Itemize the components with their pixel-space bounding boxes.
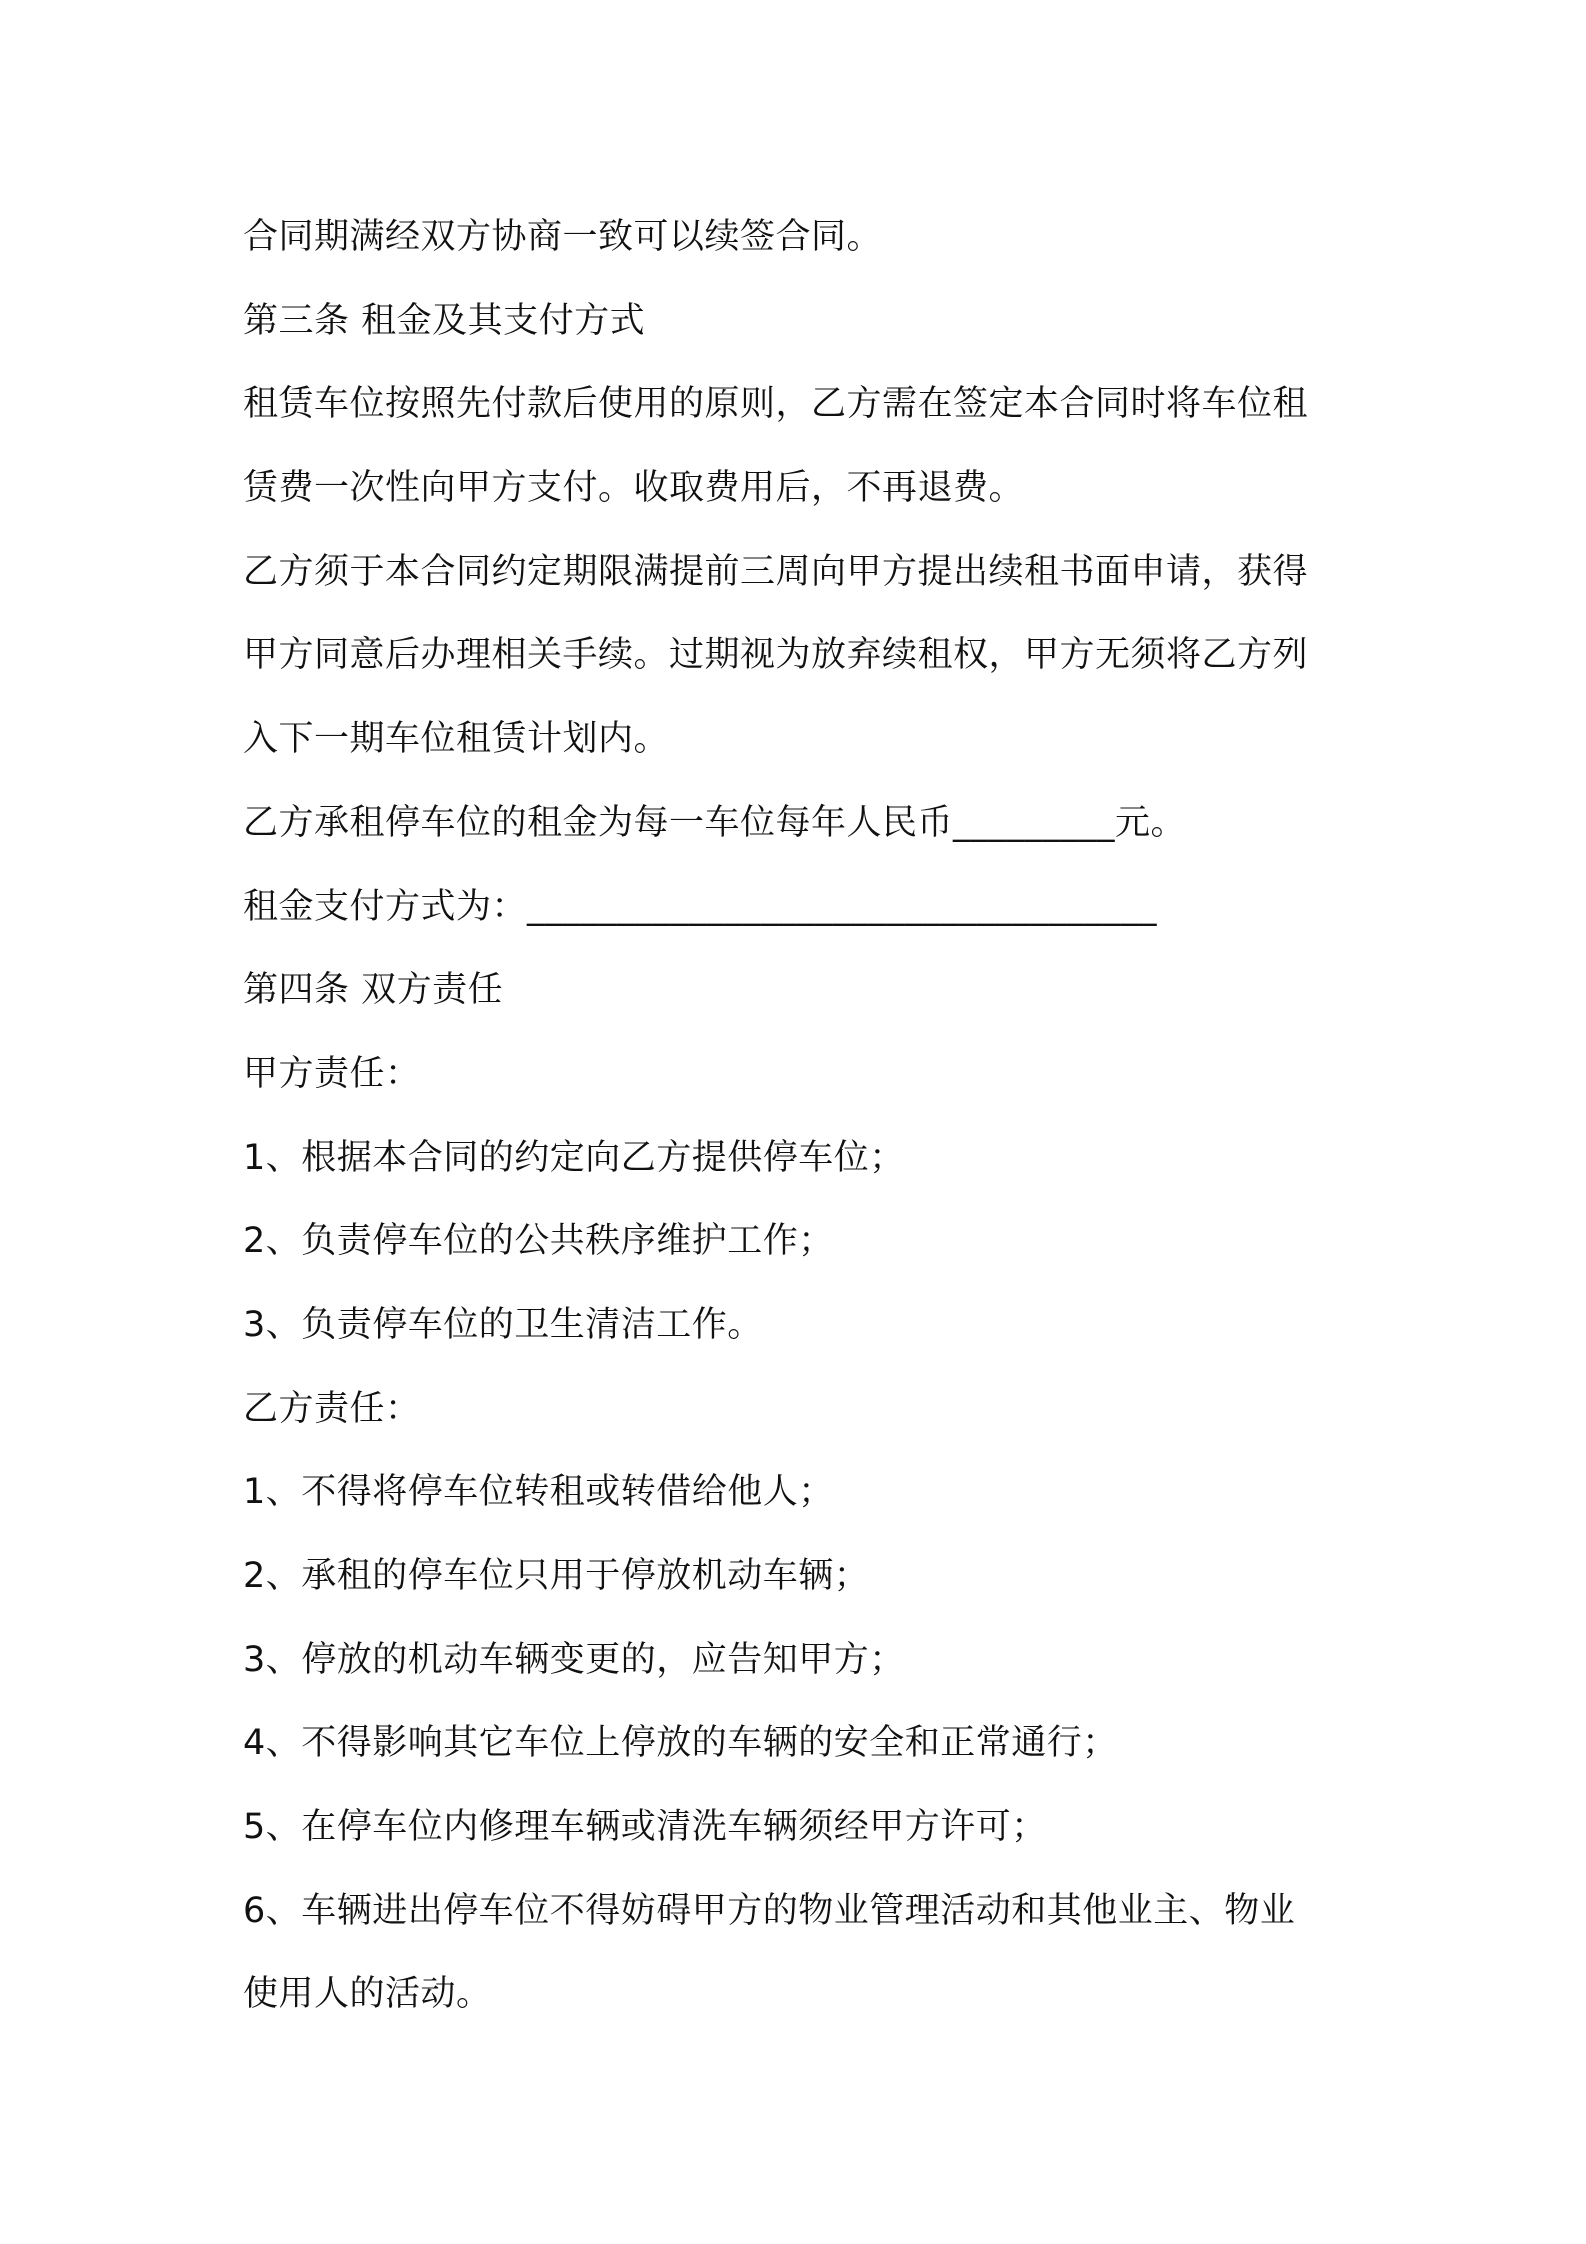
article-heading: 第三条 租金及其支付方式	[243, 300, 646, 341]
document-body	[243, 196, 1353, 2037]
text-line: 使用人的活动。	[243, 1974, 492, 2015]
list-item: 5、在停车位内修理车辆或清洗车辆须经甲方许可；	[243, 1807, 1047, 1848]
list-item: 6、车辆进出停车位不得妨碍甲方的物业管理活动和其他业主、物业	[243, 1890, 1296, 1931]
article-heading: 第四条 双方责任	[243, 970, 504, 1011]
text-line: 赁费一次性向甲方支付。收取费用后，不再退费。	[243, 468, 1025, 509]
list-item: 1、不得将停车位转租或转借给他人；	[243, 1472, 834, 1513]
text-line: 合同期满经双方协商一致可以续签合同。	[243, 217, 883, 257]
text-line: 租赁车位按照先付款后使用的原则，乙方需在签定本合同时将车位租	[243, 384, 1309, 425]
list-item: 2、负责停车位的公共秩序维护工作；	[243, 1221, 834, 1262]
list-item: 3、停放的机动车辆变更的，应告知甲方；	[243, 1639, 905, 1680]
text-line: 甲方同意后办理相关手续。过期视为放弃续租权，甲方无须将乙方列	[243, 635, 1309, 676]
payment-method-line: 租金支付方式为：___________________________________	[243, 886, 1158, 927]
party-b-heading: 乙方责任：	[243, 1388, 421, 1429]
rent-amount-line: 乙方承租停车位的租金为每一车位每年人民币_________元。	[243, 802, 1187, 843]
list-item: 4、不得影响其它车位上停放的车辆的安全和正常通行；	[243, 1723, 1118, 1764]
text-line: 入下一期车位租赁计划内。	[243, 719, 670, 760]
text-line: 乙方须于本合同约定期限满提前三周向甲方提出续租书面申请，获得	[243, 551, 1309, 592]
list-item: 2、承租的停车位只用于停放机动车辆；	[243, 1556, 870, 1596]
party-a-heading: 甲方责任：	[243, 1053, 421, 1094]
list-item: 3、负责停车位的卫生清洁工作。	[243, 1304, 763, 1345]
list-item: 1、根据本合同的约定向乙方提供停车位；	[243, 1137, 905, 1178]
